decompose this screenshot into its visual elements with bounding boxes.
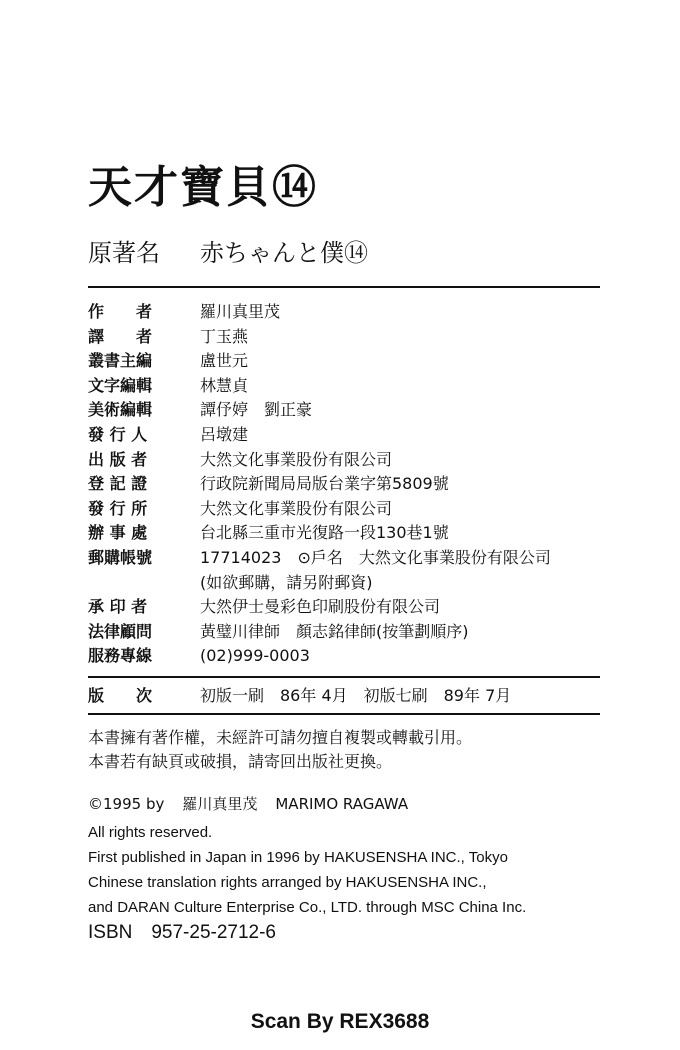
author-name-en: MARIMO RAGAWA: [275, 795, 409, 813]
credit-row: [88, 448, 600, 473]
credit-row: [88, 398, 600, 423]
credit-row: [88, 423, 600, 448]
credit-value: 羅川真里茂: [200, 302, 281, 321]
credit-value: (02)999-0003: [200, 646, 310, 666]
credit-value: 行政院新聞局局版台業字第5809號: [200, 474, 449, 494]
copyright-prefix: ©1995 by: [88, 795, 165, 813]
credit-label: 郵購帳號: [88, 547, 153, 567]
credit-label: 出 版 者: [88, 449, 148, 469]
divider-top: [88, 286, 600, 288]
credit-label: 作 者: [88, 302, 153, 321]
isbn: ISBN 957-25-2712-6: [88, 922, 276, 943]
credit-label: 登 記 證: [88, 474, 148, 494]
credit-row: [88, 300, 600, 325]
credit-value: 譚伃婷 劉正豪: [200, 400, 313, 420]
credit-label: 文字編輯: [88, 375, 153, 395]
copyright-notice: 本書擁有著作權，未經許可請勿擅自複製或轉載引用。: [88, 728, 473, 747]
credit-row: [88, 325, 600, 350]
rights-line: All rights reserved.: [88, 824, 213, 841]
credit-value: 黃璧川律師 顏志銘律師(按筆劃順序): [200, 621, 469, 641]
notices: [88, 726, 472, 774]
rights-line: First published in Japan in 1996 by HAKUSENSHA INC., Tokyo: [88, 849, 508, 866]
credit-row: [88, 571, 600, 596]
scan-credit: Scan By REX3688: [250, 1010, 430, 1033]
credit-label: 法律顧問: [88, 621, 153, 641]
rights-line: Chinese translation rights arranged by HAKUSENSHA INC.,: [88, 874, 487, 891]
credit-value: 台北縣三重市光復路一段130巷1號: [200, 523, 449, 543]
credit-row: [88, 472, 600, 497]
rights-line: and DARAN Culture Enterprise Co., LTD. through MSC China Inc.: [88, 899, 527, 916]
credit-row: [88, 546, 600, 571]
credit-value: 17714023 ⊙戶名 大然文化事業股份有限公司: [200, 547, 551, 567]
credit-value: 丁玉燕: [200, 326, 249, 346]
original-title-label: 原著名: [88, 239, 160, 267]
credit-label: 承 印 者: [88, 597, 148, 617]
credit-row: [88, 521, 600, 546]
credits-list: [88, 300, 600, 669]
divider-middle: [88, 676, 600, 678]
credit-label: 辦 事 處: [88, 523, 148, 543]
author-name-cn: 羅川真里茂: [182, 795, 258, 813]
book-title: 天才寶貝⑭: [88, 162, 318, 213]
credit-value: 大然伊士曼彩色印刷股份有限公司: [200, 597, 441, 617]
credit-value: 呂墩建: [200, 424, 249, 444]
edition-row: [88, 684, 511, 708]
credit-value: 大然文化事業股份有限公司: [200, 498, 393, 518]
credit-row: [88, 349, 600, 374]
credit-label: 服務專線: [88, 646, 153, 666]
english-rights: [88, 820, 526, 920]
original-title-value: 赤ちゃんと僕⑭: [200, 239, 368, 267]
defect-notice: 本書若有缺頁或破損，請寄回出版社更換。: [88, 752, 393, 771]
credit-label: 美術編輯: [88, 400, 153, 420]
credit-value: (如欲郵購，請另附郵資): [200, 572, 373, 592]
credit-label: 叢書主編: [88, 351, 153, 371]
credit-row: [88, 497, 600, 522]
credit-label: 發 行 所: [88, 498, 148, 518]
credit-row: [88, 595, 600, 620]
original-title: [88, 238, 368, 268]
divider-bottom: [88, 713, 600, 715]
credit-row: [88, 644, 600, 669]
credit-label: 發 行 人: [88, 424, 148, 444]
copyright-line: [88, 793, 426, 815]
credit-row: [88, 620, 600, 645]
edition-value: 初版一刷 86年 4月 初版七刷 89年 7月: [200, 686, 512, 705]
edition-label: 版 次: [88, 686, 153, 705]
credit-value: 盧世元: [200, 351, 249, 371]
credit-value: 林慧貞: [200, 375, 249, 395]
credit-row: [88, 374, 600, 399]
credit-value: 大然文化事業股份有限公司: [200, 449, 393, 469]
credit-label: 譯 者: [88, 326, 153, 346]
